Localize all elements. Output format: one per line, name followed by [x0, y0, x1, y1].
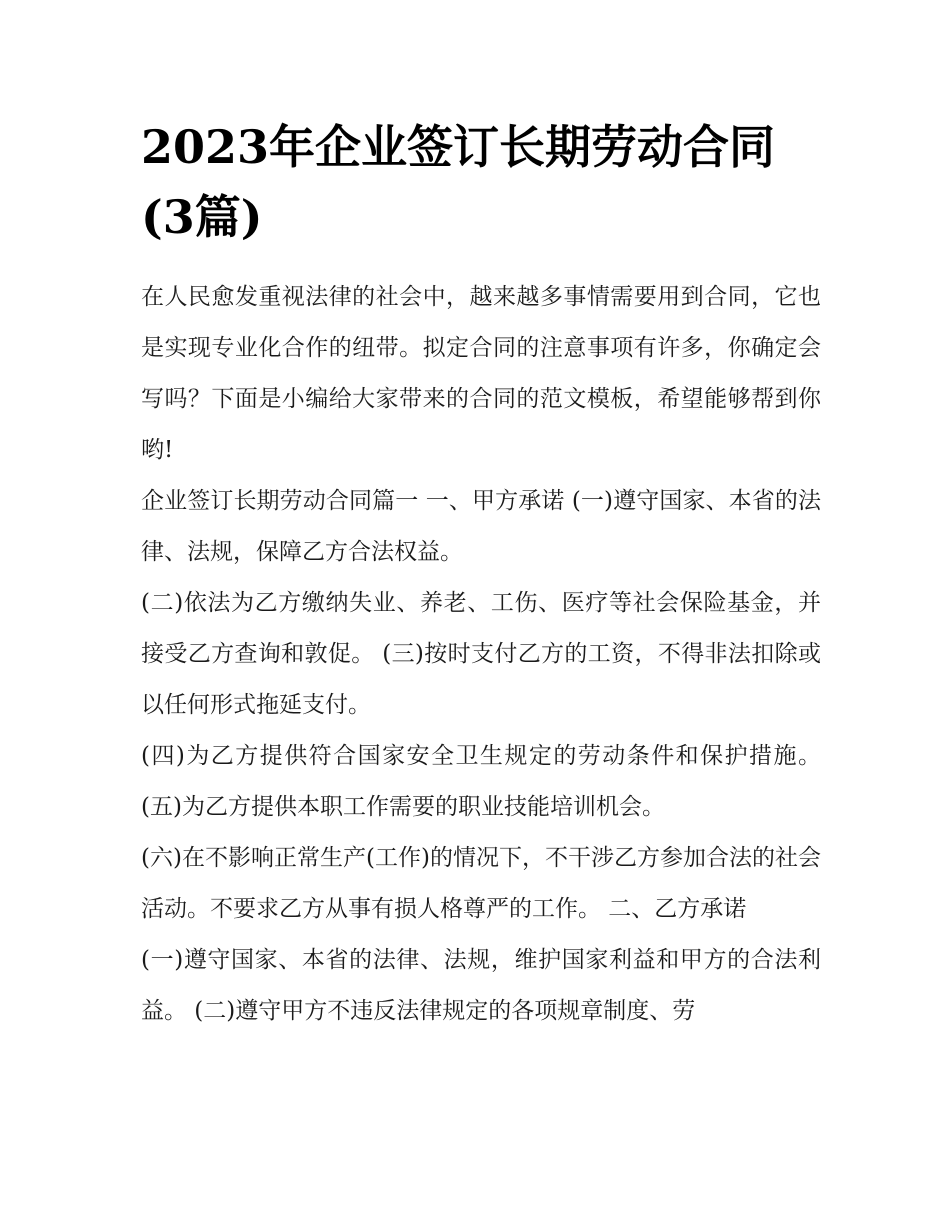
paragraph-intro: 在人民愈发重视法律的社会中，越来越多事情需要用到合同，它也是实现专业化合作的纽带。拟定合同的注意事项有许多，你确定会写吗？下面是小编给大家带来的合同的范文模板，希望能够帮到你哟!	[141, 284, 821, 463]
paragraph-social-insurance: (二)依法为乙方缴纳失业、养老、工伤、医疗等社会保险基金，并接受乙方查询和敦促。 (三)按时支付乙方的工资，不得非法扣除或以任何形式拖延支付。	[141, 590, 821, 718]
paragraph-social-activities: (六)在不影响正常生产(工作)的情况下，不干涉乙方参加合法的社会活动。不要求乙方从事有损人格尊严的工作。 二、乙方承诺	[141, 845, 821, 922]
paragraph-party-b-commitments: (一)遵守国家、本省的法律、法规，维护国家利益和甲方的合法利益。 (二)遵守甲方不违反法律规定的各项规章制度、劳	[141, 947, 821, 1024]
paragraph-safety-training: (四)为乙方提供符合国家安全卫生规定的劳动条件和保护措施。 (五)为乙方提供本职工作需要的职业技能培训机会。	[141, 743, 821, 820]
paragraph-party-a-commitments: 企业签订长期劳动合同篇一 一、甲方承诺 (一)遵守国家、本省的法律、法规，保障乙方合法权益。	[141, 488, 821, 565]
document-body	[141, 112, 821, 1037]
document-title: 2023年企业签订长期劳动合同(3篇)	[141, 120, 776, 244]
